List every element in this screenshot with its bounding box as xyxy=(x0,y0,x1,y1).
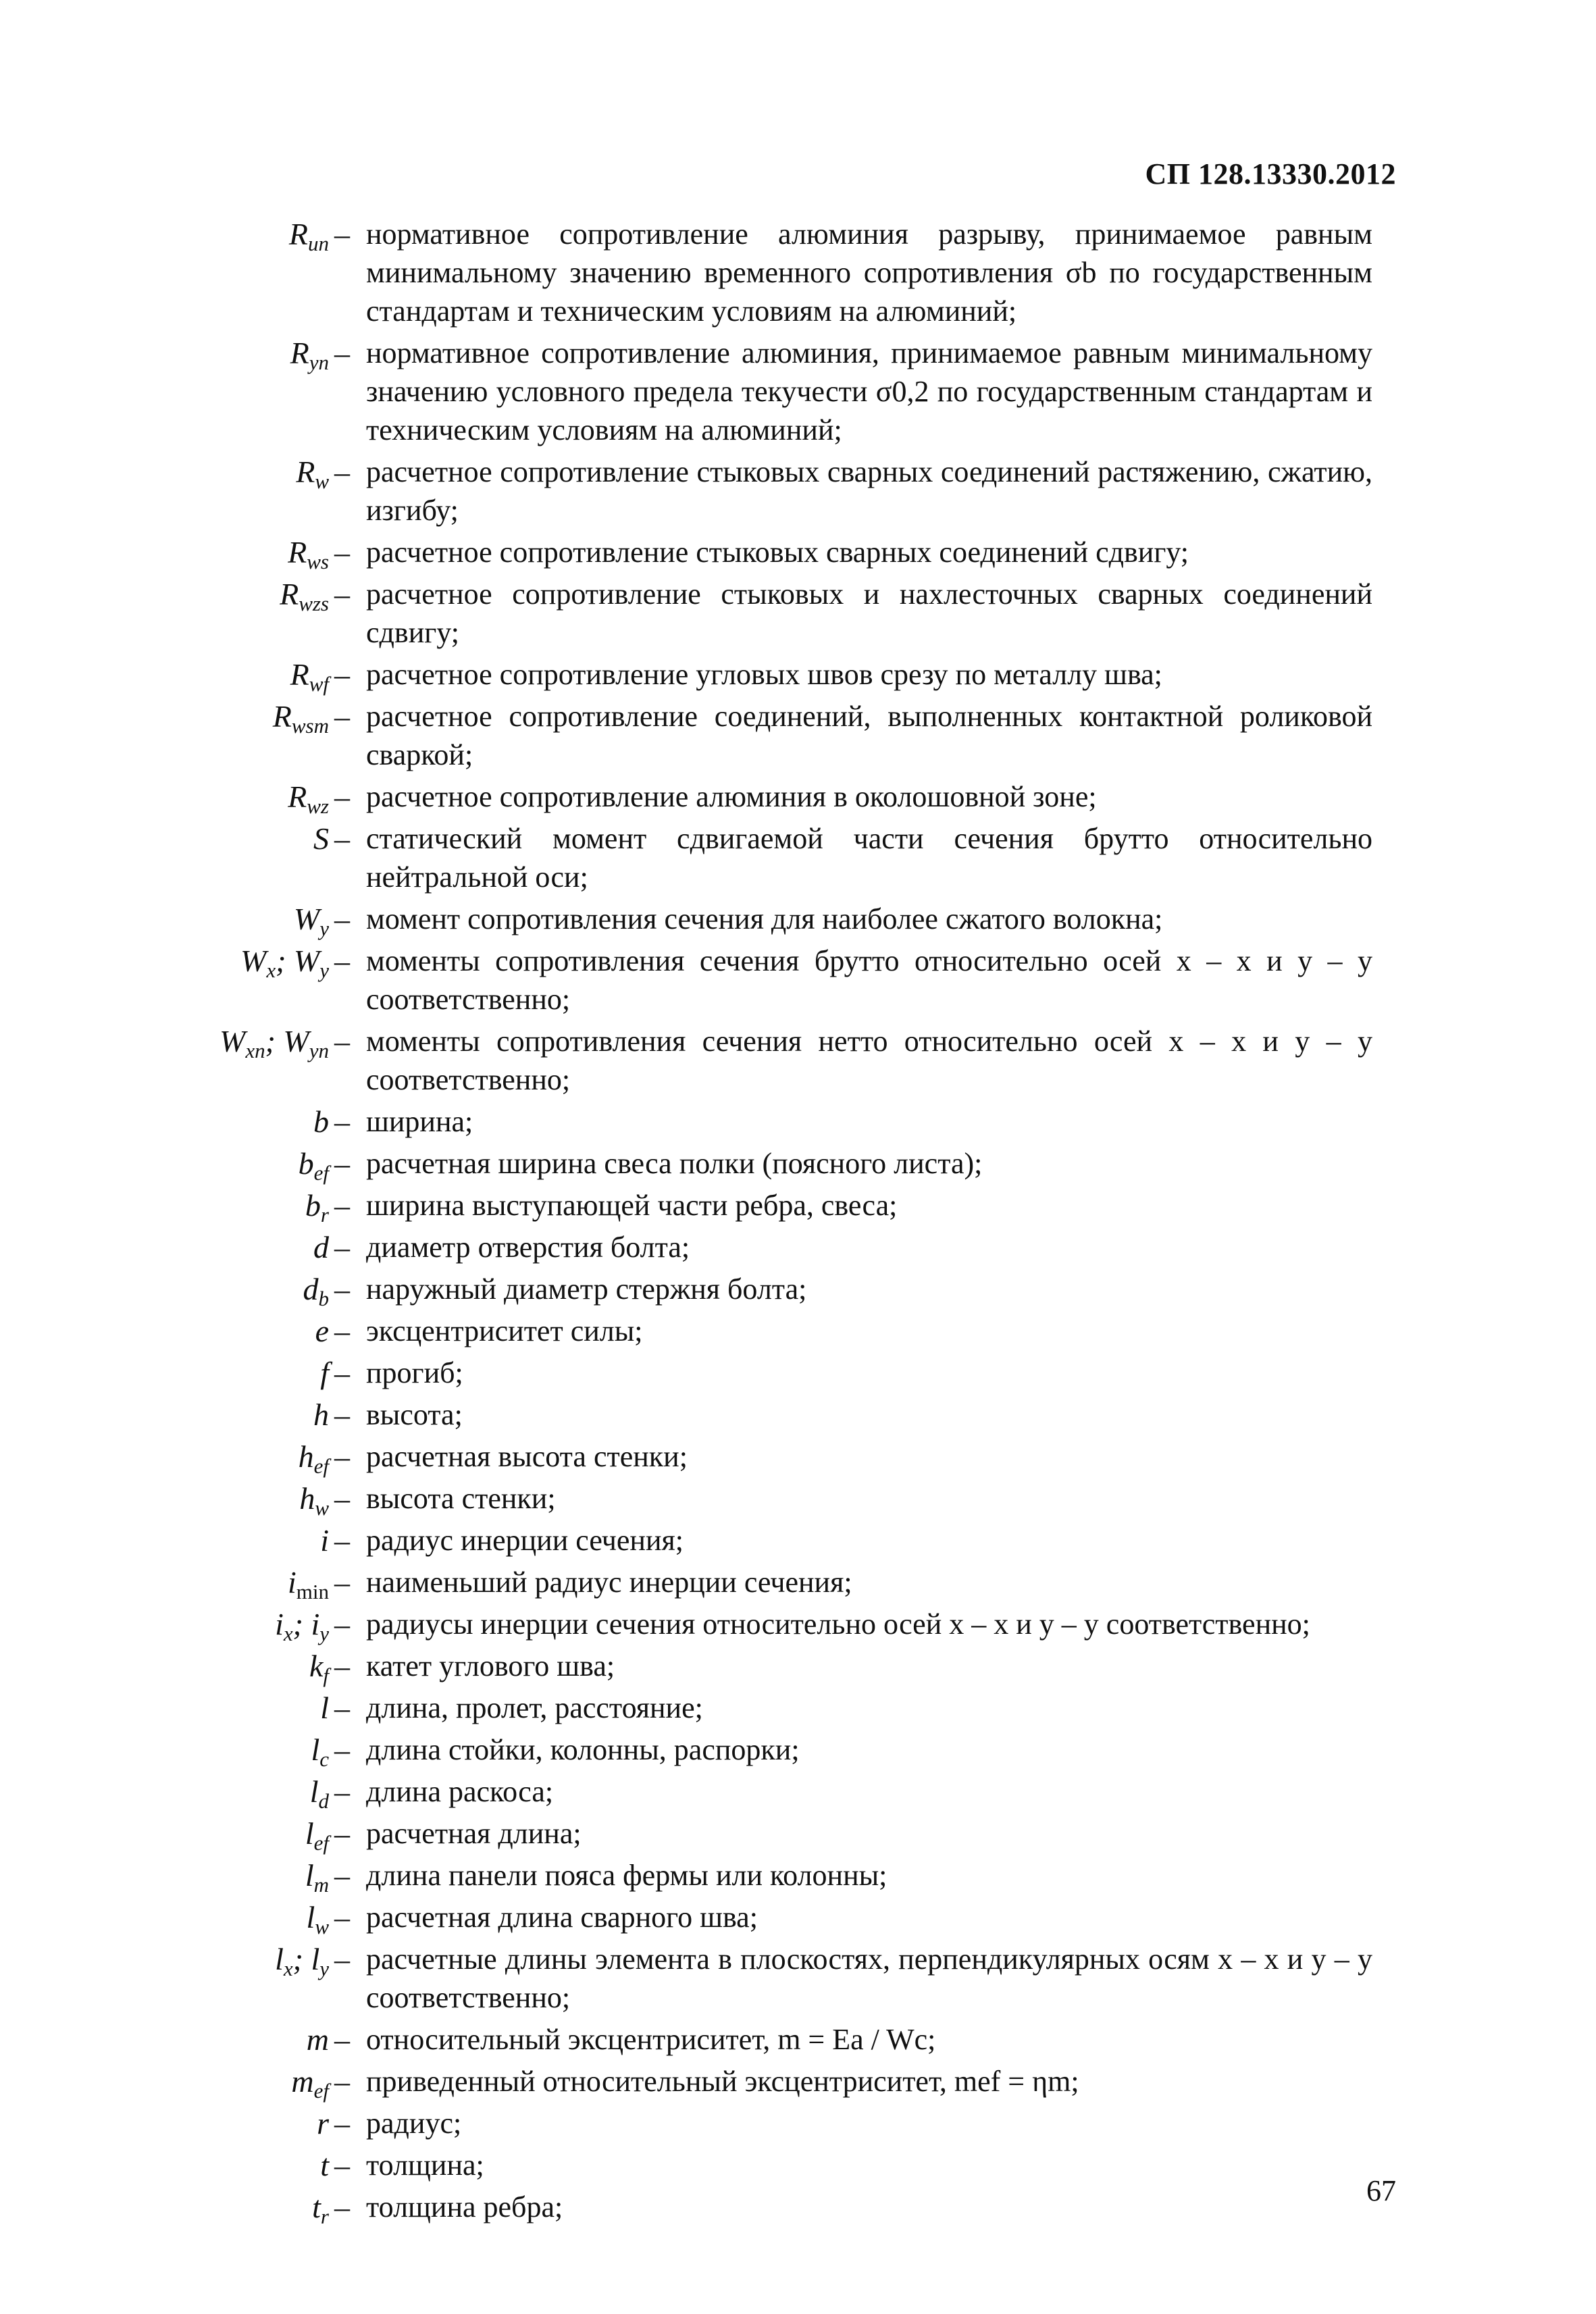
definition-symbol: $b_{ef}$ – xyxy=(298,1146,350,1185)
definition-row xyxy=(0,1437,1596,1476)
definition-text: расчетная длина; xyxy=(366,1817,582,1850)
definition-symbol: $h_w$ – xyxy=(299,1481,350,1520)
definition-row xyxy=(0,2146,1596,2184)
definition-symbol: S – xyxy=(313,821,350,856)
definition-row xyxy=(0,1186,1596,1225)
definition-text: ширина выступающей части ребра, свеса; xyxy=(366,1189,898,1222)
definition-symbol: b – xyxy=(313,1104,350,1139)
definition-row xyxy=(0,1312,1596,1350)
definition-row xyxy=(0,1395,1596,1434)
definition-text: расчетная высота стенки; xyxy=(366,1440,688,1473)
definition-row xyxy=(0,2062,1596,2101)
definition-symbol: i – xyxy=(320,1523,350,1558)
definition-row xyxy=(0,1354,1596,1392)
definition-row xyxy=(0,1102,1596,1141)
definition-row xyxy=(0,1689,1596,1727)
definition-symbol: $l_{ef}$ – xyxy=(305,1816,350,1855)
definition-symbol: $R_{un}$ – xyxy=(288,217,350,255)
definition-row xyxy=(0,215,1596,330)
definition-symbol: f – xyxy=(320,1356,350,1390)
definition-symbol: $W_{xn}$; $W_{yn}$ – xyxy=(220,1024,350,1062)
page-number: 67 xyxy=(1366,2174,1396,2207)
definition-row xyxy=(0,1898,1596,1936)
definition-symbol: $R_{wf}$ – xyxy=(290,657,350,696)
definition-symbol: $k_f$ – xyxy=(309,1649,350,1687)
definition-text: приведенный относительный эксцентриситет, mef = ηm; xyxy=(366,2065,1079,2098)
definition-row xyxy=(0,900,1596,938)
definition-symbol: $l_x$; $l_y$ – xyxy=(275,1942,350,1980)
definition-symbol: l – xyxy=(320,1691,350,1725)
definition-symbol: t – xyxy=(320,2148,350,2182)
definition-text: высота стенки; xyxy=(366,1482,556,1515)
definition-symbol: $t_r$ – xyxy=(312,2190,350,2228)
definition-text: расчетная длина сварного шва; xyxy=(366,1901,758,1934)
definition-row xyxy=(0,1521,1596,1560)
definition-row xyxy=(0,1479,1596,1518)
definition-text: расчетное сопротивление алюминия в околошовной зоне; xyxy=(366,780,1097,813)
definition-row xyxy=(0,1563,1596,1601)
definition-row xyxy=(0,533,1596,571)
document-code: СП 128.13330.2012 xyxy=(1145,157,1396,190)
definition-row xyxy=(0,819,1596,896)
definition-row xyxy=(0,2188,1596,2226)
definition-row xyxy=(0,1940,1596,2017)
definition-text: толщина; xyxy=(366,2149,484,2182)
definition-symbol: $R_{ws}$ – xyxy=(288,535,350,573)
definition-text: толщина ребра; xyxy=(366,2190,563,2223)
definition-text: моменты сопротивления сечения нетто относительно осей x – x и y – y соответственно; xyxy=(366,1025,1372,1096)
definition-symbol: $m_{ef}$ – xyxy=(291,2064,350,2103)
definition-symbol: m – xyxy=(306,2022,350,2057)
definition-symbol: $R_{yn}$ – xyxy=(290,336,350,374)
definition-symbol: $R_{wsm}$ – xyxy=(272,699,350,738)
definition-text: радиусы инерции сечения относительно осей x – x и y – y соответственно; xyxy=(366,1608,1310,1641)
definition-text: эксцентриситет силы; xyxy=(366,1314,643,1347)
definition-row xyxy=(0,1228,1596,1266)
definition-text: наружный диаметр стержня болта; xyxy=(366,1272,807,1306)
definition-row xyxy=(0,453,1596,530)
definition-text: момент сопротивления сечения для наиболее сжатого волокна; xyxy=(366,902,1163,935)
definition-text: расчетное сопротивление стыковых сварных соединений сдвигу; xyxy=(366,536,1189,569)
definition-symbol: $i_x$; $i_y$ – xyxy=(275,1607,350,1645)
definition-text: высота; xyxy=(366,1398,463,1431)
definitions-list xyxy=(0,215,1596,2230)
definition-symbol: $l_m$ – xyxy=(305,1858,350,1897)
definition-symbol: $W_x$; $W_y$ – xyxy=(240,944,350,982)
definition-row xyxy=(0,1144,1596,1183)
definition-row xyxy=(0,575,1596,652)
definition-text: длина стойки, колонны, распорки; xyxy=(366,1733,800,1766)
definition-symbol: $W_y$ – xyxy=(293,902,350,940)
definition-text: диаметр отверстия болта; xyxy=(366,1231,690,1264)
definition-text: радиус инерции сечения; xyxy=(366,1524,684,1557)
definition-text: длина раскоса; xyxy=(366,1775,554,1808)
definition-row xyxy=(0,1022,1596,1099)
definition-symbol: h – xyxy=(313,1397,350,1432)
definition-text: катет углового шва; xyxy=(366,1649,615,1682)
definition-row xyxy=(0,334,1596,449)
definition-text: расчетное сопротивление угловых швов срезу по металлу шва; xyxy=(366,658,1162,691)
definition-text: нормативное сопротивление алюминия разрыву, принимаемое равным минимальному значению временного сопротивления σb по государственным стандартам и техническим условиям на алюминий; xyxy=(366,217,1372,328)
definition-row xyxy=(0,2020,1596,2059)
definition-symbol: $h_{ef}$ – xyxy=(298,1439,350,1478)
definition-symbol: $d_b$ – xyxy=(303,1272,350,1310)
definition-row xyxy=(0,2104,1596,2142)
definition-row xyxy=(0,1772,1596,1811)
definition-symbol: $R_{wzs}$ – xyxy=(280,577,350,615)
definition-text: радиус; xyxy=(366,2107,462,2140)
definition-text: статический момент сдвигаемой части сечения брутто относительно нейтральной оси; xyxy=(366,822,1372,894)
definition-row xyxy=(0,1856,1596,1895)
definition-text: длина, пролет, расстояние; xyxy=(366,1691,703,1724)
definition-text: ширина; xyxy=(366,1105,473,1138)
definition-text: расчетное сопротивление стыковых сварных соединений растяжению, сжатию, изгибу; xyxy=(366,455,1372,527)
definition-symbol: r – xyxy=(317,2106,350,2140)
definition-symbol: e – xyxy=(315,1314,350,1348)
definition-row xyxy=(0,1647,1596,1685)
definition-symbol: $l_c$ – xyxy=(311,1732,350,1771)
definition-symbol: $l_w$ – xyxy=(306,1900,350,1938)
definition-text: расчетные длины элемента в плоскостях, перпендикулярных осям x – x и y – y соответственно; xyxy=(366,1943,1372,2014)
definition-text: расчетное сопротивление соединений, выполненных контактной роликовой сваркой; xyxy=(366,700,1372,771)
definition-text: нормативное сопротивление алюминия, принимаемое равным минимальному значению условного предела текучести σ0,2 по государственным стандартам и техническим условиям на алюминий; xyxy=(366,336,1372,446)
definition-row xyxy=(0,1730,1596,1769)
definition-row xyxy=(0,655,1596,694)
definition-row xyxy=(0,942,1596,1019)
definition-text: расчетное сопротивление стыковых и нахлесточных сварных соединений сдвигу; xyxy=(366,577,1372,649)
definition-symbol: $i_{min}$ – xyxy=(287,1565,350,1603)
definition-text: моменты сопротивления сечения брутто относительно осей x – x и y – y соответственно; xyxy=(366,944,1372,1016)
definition-row xyxy=(0,1605,1596,1643)
definition-symbol: $R_w$ – xyxy=(296,455,350,493)
definition-row xyxy=(0,1270,1596,1308)
definition-text: прогиб; xyxy=(366,1356,463,1389)
definition-symbol: $b_r$ – xyxy=(305,1188,350,1227)
definition-text: расчетная ширина свеса полки (поясного листа); xyxy=(366,1147,983,1180)
definition-symbol: d – xyxy=(313,1230,350,1264)
definition-row xyxy=(0,697,1596,774)
definition-symbol: $l_d$ – xyxy=(309,1774,350,1813)
definition-symbol: $R_{wz}$ – xyxy=(288,779,350,818)
definition-row xyxy=(0,777,1596,816)
definition-text: относительный эксцентриситет, m = Ea / Wc; xyxy=(366,2023,936,2056)
definition-text: длина панели пояса фермы или колонны; xyxy=(366,1859,887,1892)
definition-text: наименьший радиус инерции сечения; xyxy=(366,1566,852,1599)
definition-row xyxy=(0,1814,1596,1853)
